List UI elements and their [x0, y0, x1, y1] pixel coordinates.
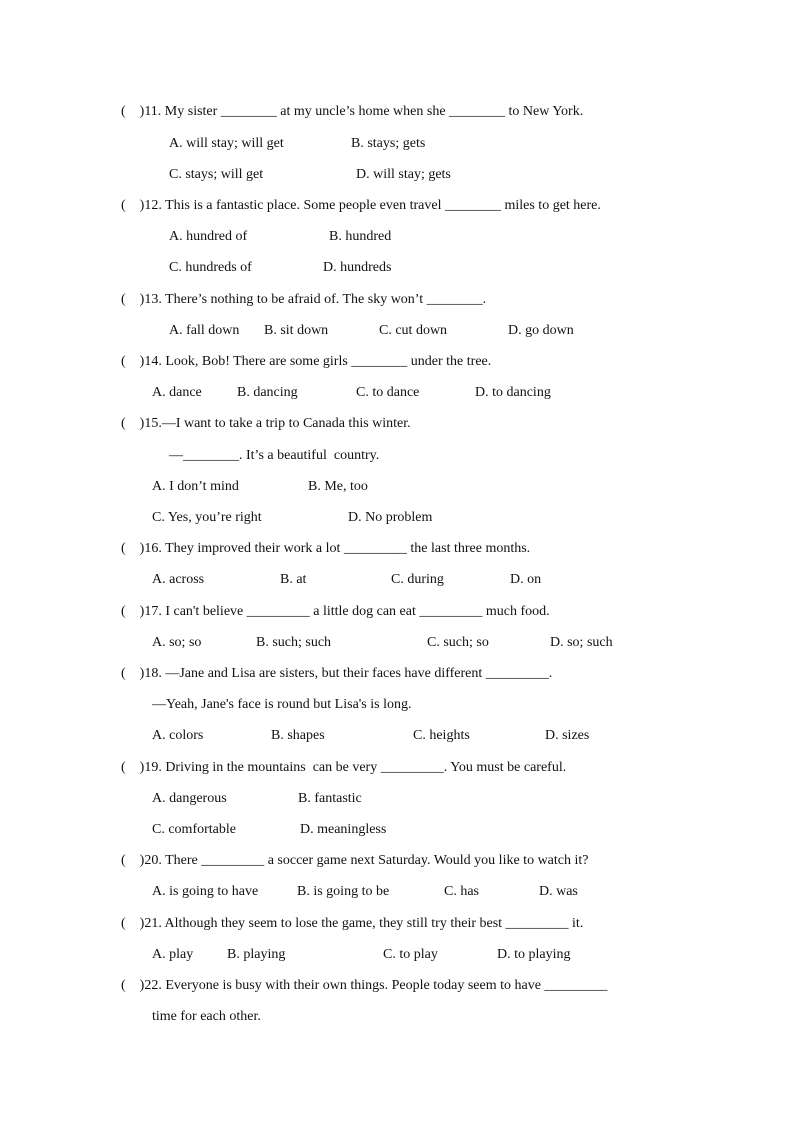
- question-13-option-b: B. sit down: [264, 323, 329, 338]
- question-18-option-a: A. colors: [152, 728, 204, 743]
- question-14-stem: ( )14. Look, Bob! There are some girls ________ under the tree.: [121, 354, 492, 369]
- question-14-option-c: C. to dance: [356, 385, 420, 400]
- question-22-continuation: time for each other.: [152, 1009, 261, 1024]
- question-17-option-a: A. so; so: [152, 635, 202, 650]
- question-15-option-d: D. No problem: [348, 510, 433, 525]
- question-22-stem: ( )22. Everyone is busy with their own things. People today seem to have _________: [121, 978, 608, 993]
- question-20-option-b: B. is going to be: [297, 884, 390, 899]
- question-18-stem: ( )18. —Jane and Lisa are sisters, but their faces have different _________.: [121, 666, 553, 681]
- question-15-option-c: C. Yes, you’re right: [152, 510, 262, 525]
- question-17-stem: ( )17. I can't believe _________ a little dog can eat _________ much food.: [121, 604, 550, 619]
- question-20-option-a: A. is going to have: [152, 884, 259, 899]
- question-14-option-a: A. dance: [152, 385, 202, 400]
- question-17-option-c: C. such; so: [427, 635, 489, 650]
- question-18-option-c: C. heights: [413, 728, 470, 743]
- question-16-option-b: B. at: [280, 572, 307, 587]
- question-20-option-c: C. has: [444, 884, 479, 899]
- question-18-option-b: B. shapes: [271, 728, 325, 743]
- question-13-stem: ( )13. There’s nothing to be afraid of. The sky won’t ________.: [121, 292, 487, 307]
- question-15-response: —________. It’s a beautiful country.: [169, 448, 380, 463]
- question-19-stem: ( )19. Driving in the mountains can be very _________. You must be careful.: [121, 760, 567, 775]
- question-14-option-b: B. dancing: [237, 385, 298, 400]
- question-14-option-d: D. to dancing: [475, 385, 551, 400]
- question-15-option-b: B. Me, too: [308, 479, 368, 494]
- question-21-option-d: D. to playing: [497, 947, 571, 962]
- question-18-option-d: D. sizes: [545, 728, 590, 743]
- question-19-option-d: D. meaningless: [300, 822, 387, 837]
- question-16-option-c: C. during: [391, 572, 444, 587]
- question-16-option-a: A. across: [152, 572, 205, 587]
- question-17-option-d: D. so; such: [550, 635, 613, 650]
- question-12-option-d: D. hundreds: [323, 260, 392, 275]
- question-13-option-c: C. cut down: [379, 323, 448, 338]
- question-19-option-b: B. fantastic: [298, 791, 362, 806]
- question-18-response: —Yeah, Jane's face is round but Lisa's is long.: [152, 697, 412, 712]
- question-11-option-a: A. will stay; will get: [169, 136, 284, 151]
- question-17-option-b: B. such; such: [256, 635, 332, 650]
- question-20-option-d: D. was: [539, 884, 578, 899]
- question-12-option-c: C. hundreds of: [169, 260, 252, 275]
- question-13-option-a: A. fall down: [169, 323, 240, 338]
- question-20-stem: ( )20. There _________ a soccer game next Saturday. Would you like to watch it?: [121, 853, 589, 868]
- question-11-option-b: B. stays; gets: [351, 136, 426, 151]
- question-21-option-b: B. playing: [227, 947, 286, 962]
- question-16-option-d: D. on: [510, 572, 542, 587]
- question-13-option-d: D. go down: [508, 323, 574, 338]
- question-11-option-d: D. will stay; gets: [356, 167, 451, 182]
- question-12-option-b: B. hundred: [329, 229, 392, 244]
- question-19-option-a: A. dangerous: [152, 791, 227, 806]
- question-15-option-a: A. I don’t mind: [152, 479, 239, 494]
- question-21-option-a: A. play: [152, 947, 194, 962]
- question-21-stem: ( )21. Although they seem to lose the game, they still try their best _________ it.: [121, 916, 584, 931]
- question-15-stem: ( )15.—I want to take a trip to Canada this winter.: [121, 416, 411, 431]
- question-16-stem: ( )16. They improved their work a lot _________ the last three months.: [121, 541, 531, 556]
- question-11-stem: ( )11. My sister ________ at my uncle’s home when she ________ to New York.: [121, 104, 584, 119]
- question-12-option-a: A. hundred of: [169, 229, 248, 244]
- question-11-option-c: C. stays; will get: [169, 167, 264, 182]
- question-21-option-c: C. to play: [383, 947, 438, 962]
- question-19-option-c: C. comfortable: [152, 822, 236, 837]
- question-12-stem: ( )12. This is a fantastic place. Some people even travel ________ miles to get here.: [121, 198, 601, 213]
